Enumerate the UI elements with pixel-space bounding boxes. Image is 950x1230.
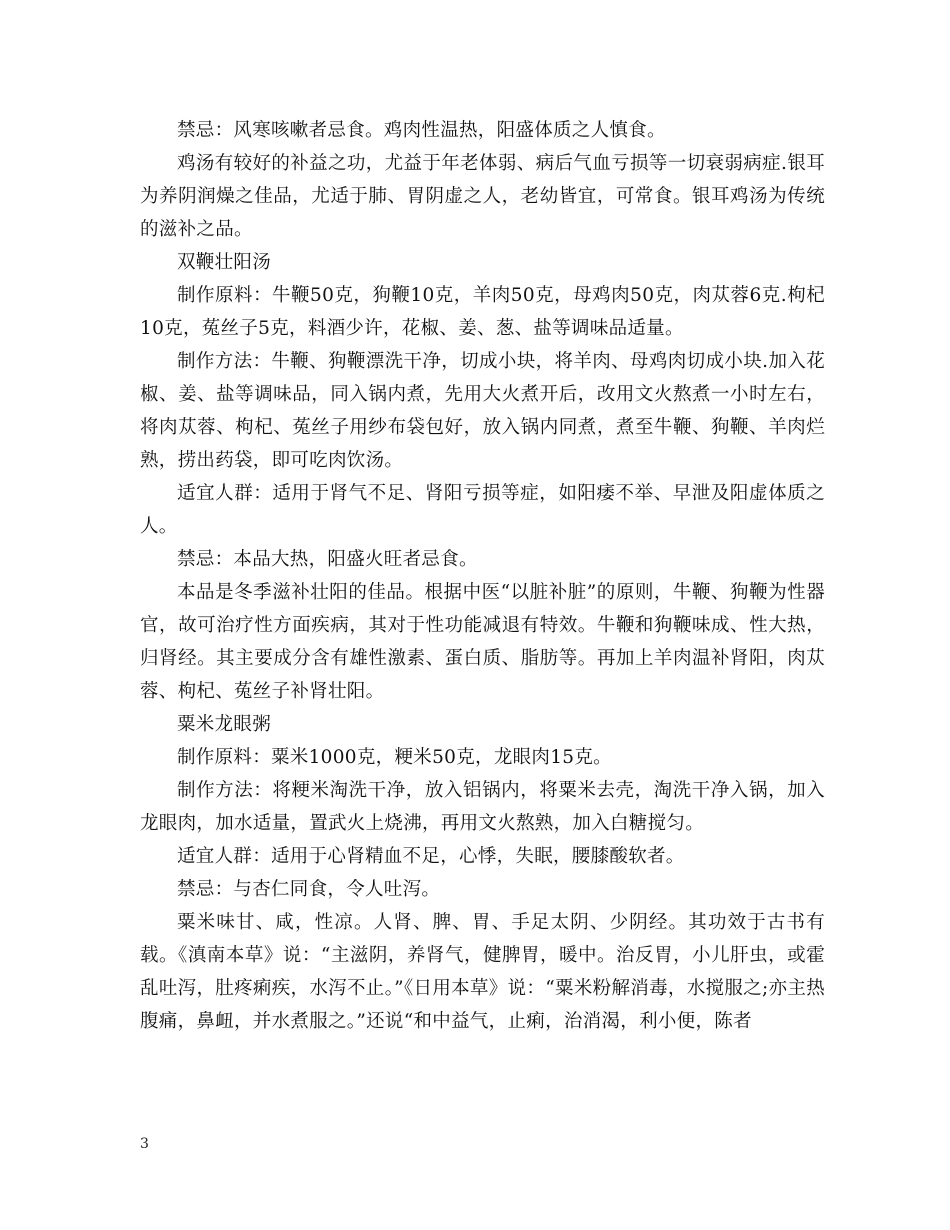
paragraph-ingredients: 制作原料：牛鞭50克，狗鞭10克，羊肉50克，母鸡肉50克，肉苁蓉6克.枸杞10克，菟丝子5克，料酒少许，花椒、姜、葱、盐等调味品适量。 [140, 285, 825, 339]
paragraph-method-2: 制作方法：将粳米淘洗干净，放入铝锅内，将粟米去壳，淘洗干净入锅，加入龙眼肉，加水适量，置武火上烧沸，再用文火熬熟，加入白糖搅匀。 [140, 780, 825, 834]
recipe-title-shuangbian-zhuangyang-tang: 双鞭壮阳汤 [177, 252, 272, 273]
paragraph-suitable-people: 适宜人群：适用于肾气不足、肾阳亏损等症，如阳痿不举、早泄及阳虚体质之人。 [140, 483, 825, 537]
paragraph-ingredients-2: 制作原料：粟米1000克，粳米50克，龙眼肉15克。 [177, 747, 612, 768]
recipe-title-sumi-longyan-zhou: 粟米龙眼粥 [177, 714, 272, 735]
page-number: 3 [140, 1136, 149, 1152]
paragraph-chicken-soup-benefits: 鸡汤有较好的补益之功，尤益于年老体弱、病后气血亏损等一切衰弱病症.银耳为养阴润燥之佳品，尤适于肺、胃阴虚之人，老幼皆宜，可常食。银耳鸡汤为传统的滋补之品。 [140, 153, 825, 240]
paragraph-suitable-people-2: 适宜人群：适用于心肾精血不足，心悸，失眠，腰膝酸软者。 [177, 846, 685, 867]
paragraph-description: 本品是冬季滋补壮阳的佳品。根据中医“以脏补脏”的原则，牛鞭、狗鞭为性器官，故可治疗性方面疾病，其对于性功能减退有特效。牛鞭和狗鞭味成、性大热，归肾经。其主要成分含有雄性激素、蛋白质、脂肪等。再加上羊肉温补肾阳，肉苁蓉、枸杞、菟丝子补肾壮阳。 [140, 582, 825, 702]
document-body [140, 114, 825, 1038]
paragraph-contraindication-chicken: 禁忌：风寒咳嗽者忌食。鸡肉性温热，阳盛体质之人慎食。 [177, 120, 666, 141]
paragraph-description-2: 粟米味甘、咸，性凉。人肾、脾、胃、手足太阴、少阴经。其功效于古书有载。《滇南本草》说：“主滋阴，养肾气，健脾胃，暖中。治反胃，小儿肝虫，或霍乱吐泻，肚疼痢疾，水泻不止。”《日用本草》说：“粟米粉解消毒，水搅服之;亦主热腹痛，鼻衄，并水煮服之。”还说“和中益气，止痢，治消渴，利小便，陈者 [140, 912, 825, 1032]
paragraph-contraindication: 禁忌：本品大热，阳盛火旺者忌食。 [177, 549, 478, 570]
paragraph-contraindication-2: 禁忌：与杏仁同食，令人吐泻。 [177, 879, 441, 900]
paragraph-method: 制作方法：牛鞭、狗鞭漂洗干净，切成小块，将羊肉、母鸡肉切成小块.加入花椒、姜、盐等调味品，同入锅内煮，先用大火煮开后，改用文火熬煮一小时左右，将肉苁蓉、枸杞、菟丝子用纱布袋包好，放入锅内同煮，煮至牛鞭、狗鞭、羊肉烂熟，捞出药袋，即可吃肉饮汤。 [140, 351, 825, 471]
